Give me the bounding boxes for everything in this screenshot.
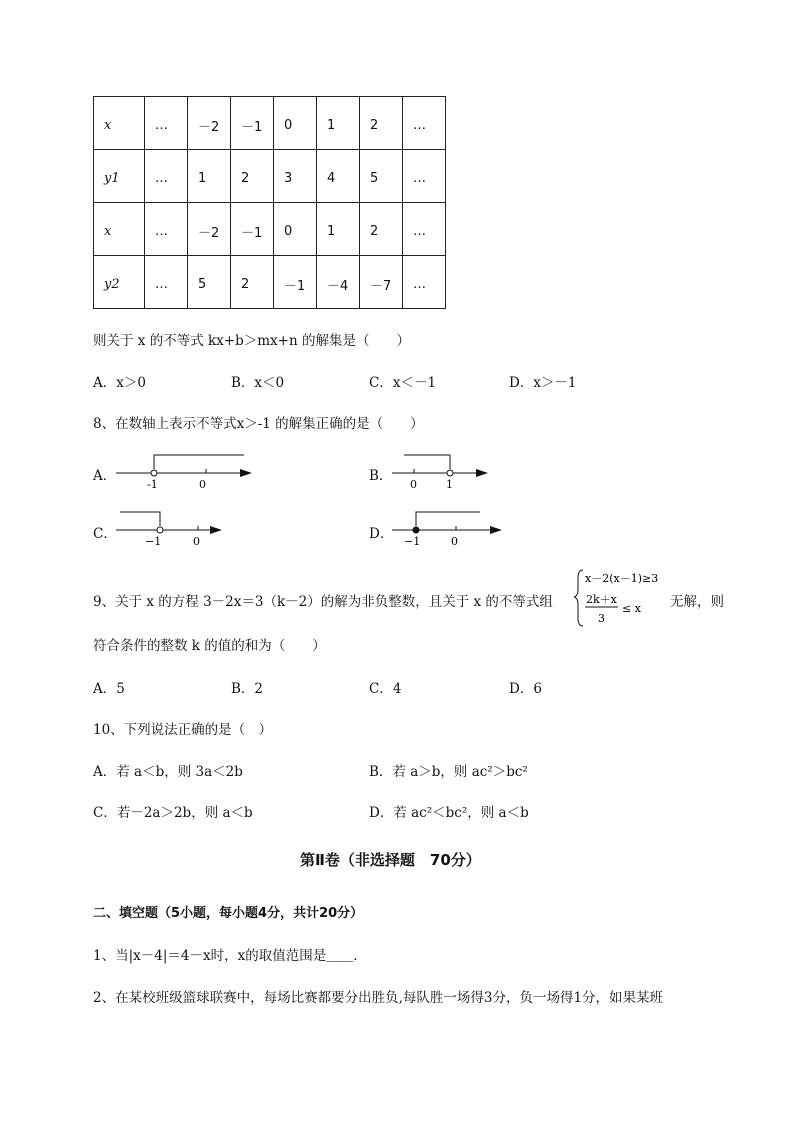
q7-option-b: B．x＜0 (231, 375, 285, 391)
table-cell: 1 (327, 223, 336, 239)
label-d-0: 0 (451, 535, 458, 548)
q9-option-b: B．2 (231, 681, 264, 697)
system-fraction-numerator: 2k＋x (586, 593, 617, 606)
part2-title: 第Ⅱ卷（非选择题 70分） (300, 851, 481, 869)
table-cell: … (155, 276, 168, 292)
q10-stem: 10、下列说法正确的是（ ） (93, 722, 273, 738)
label-a-0: 0 (199, 478, 206, 491)
table-cell: … (155, 117, 168, 133)
q8-option-c: C． (93, 526, 117, 542)
table-cell: 2 (241, 276, 250, 292)
q7-stem: 则关于 x 的不等式 kx+b＞mx+n 的解集是（ ） (93, 333, 410, 349)
number-line-a (112, 450, 262, 492)
table-row (94, 150, 446, 203)
q10-option-b: B．若 a＞b，则 ac²＞bc² (369, 764, 528, 780)
q8-option-d: D． (369, 526, 394, 542)
label-c-neg1: −1 (145, 535, 162, 548)
table-row (94, 203, 446, 256)
number-line-b (388, 450, 498, 492)
inequality-system (574, 568, 664, 628)
row-head: x (104, 117, 112, 133)
table-cell: … (413, 170, 426, 186)
number-line-c (112, 507, 232, 549)
table-cell: 2 (370, 223, 379, 239)
fill-question-2: 2、在某校班级篮球联赛中，每场比赛都要分出胜负,每队胜一场得3分，负一场得1分，如果某班 (93, 990, 664, 1006)
label-b-0: 0 (410, 478, 417, 491)
table-cell: … (413, 117, 426, 133)
table-cell: 5 (370, 170, 379, 186)
q8-option-b: B． (369, 468, 393, 484)
label-c-0: 0 (193, 535, 200, 548)
table-cell: … (413, 223, 426, 239)
q7-option-d: D．x＞－1 (509, 375, 577, 391)
table-cell: －2 (198, 225, 220, 241)
q9-option-a: A．5 (93, 681, 125, 697)
section-heading: 二、填空题（5小题，每小题4分，共计20分） (93, 906, 364, 921)
table-row (94, 256, 446, 309)
q10-option-a: A．若 a＜b，则 3a＜2b (93, 764, 243, 780)
table-cell: 2 (370, 117, 379, 133)
table-cell: －7 (370, 278, 392, 294)
fill-question-1: 1、当|x－4|＝4－x时，x的取值范围是＿＿. (93, 948, 358, 964)
table-cell: －4 (327, 278, 349, 294)
table-cell: －1 (241, 225, 263, 241)
row-head: y1 (104, 170, 120, 186)
q9-stem-line2: 符合条件的整数 k 的值的和为（ ） (93, 638, 326, 654)
q9-option-d: D．6 (509, 681, 542, 697)
q7-option-a: A．x＞0 (93, 375, 146, 391)
q9-stem-tail: 无解，则 (670, 594, 724, 610)
table-cell: －2 (198, 119, 220, 135)
table-cell: 0 (284, 223, 293, 239)
q7-option-c: C．x＜－1 (369, 375, 437, 391)
q10-option-c: C．若－2a＞2b，则 a＜b (93, 805, 253, 821)
q9-stem: 9、关于 x 的方程 3－2x＝3（k－2）的解为非负整数，且关于 x 的不等式组 (93, 594, 553, 610)
table-row (94, 97, 446, 150)
table-cell: 2 (241, 170, 250, 186)
row-head: x (104, 223, 112, 239)
table-cell: … (413, 276, 426, 292)
label-a-neg1: -1 (147, 478, 158, 491)
label-b-1: 1 (446, 478, 453, 491)
row-head: y2 (104, 276, 120, 292)
table-cell: 1 (327, 117, 336, 133)
q8-option-a: A． (93, 468, 117, 484)
q9-option-c: C．4 (369, 681, 402, 697)
system-fraction-rhs: ≤ x (622, 602, 641, 615)
value-table (93, 96, 446, 309)
table-cell: 4 (327, 170, 336, 186)
q10-option-d: D．若 ac²＜bc²，则 a＜b (369, 805, 529, 821)
number-line-d (388, 507, 512, 549)
table-cell: 3 (284, 170, 293, 186)
table-cell: … (155, 170, 168, 186)
table-cell: … (155, 223, 168, 239)
system-fraction-denominator: 3 (598, 612, 605, 625)
table-cell: －1 (284, 278, 306, 294)
table-cell: 0 (284, 117, 293, 133)
table-cell: 1 (198, 170, 207, 186)
q8-stem: 8、在数轴上表示不等式x＞-1 的解集正确的是（ ） (93, 416, 424, 432)
table-cell: 5 (198, 276, 207, 292)
table-cell: －1 (241, 119, 263, 135)
system-line-1: x－2(x－1)≥3 (585, 572, 659, 585)
label-d-neg1: −1 (404, 535, 421, 548)
